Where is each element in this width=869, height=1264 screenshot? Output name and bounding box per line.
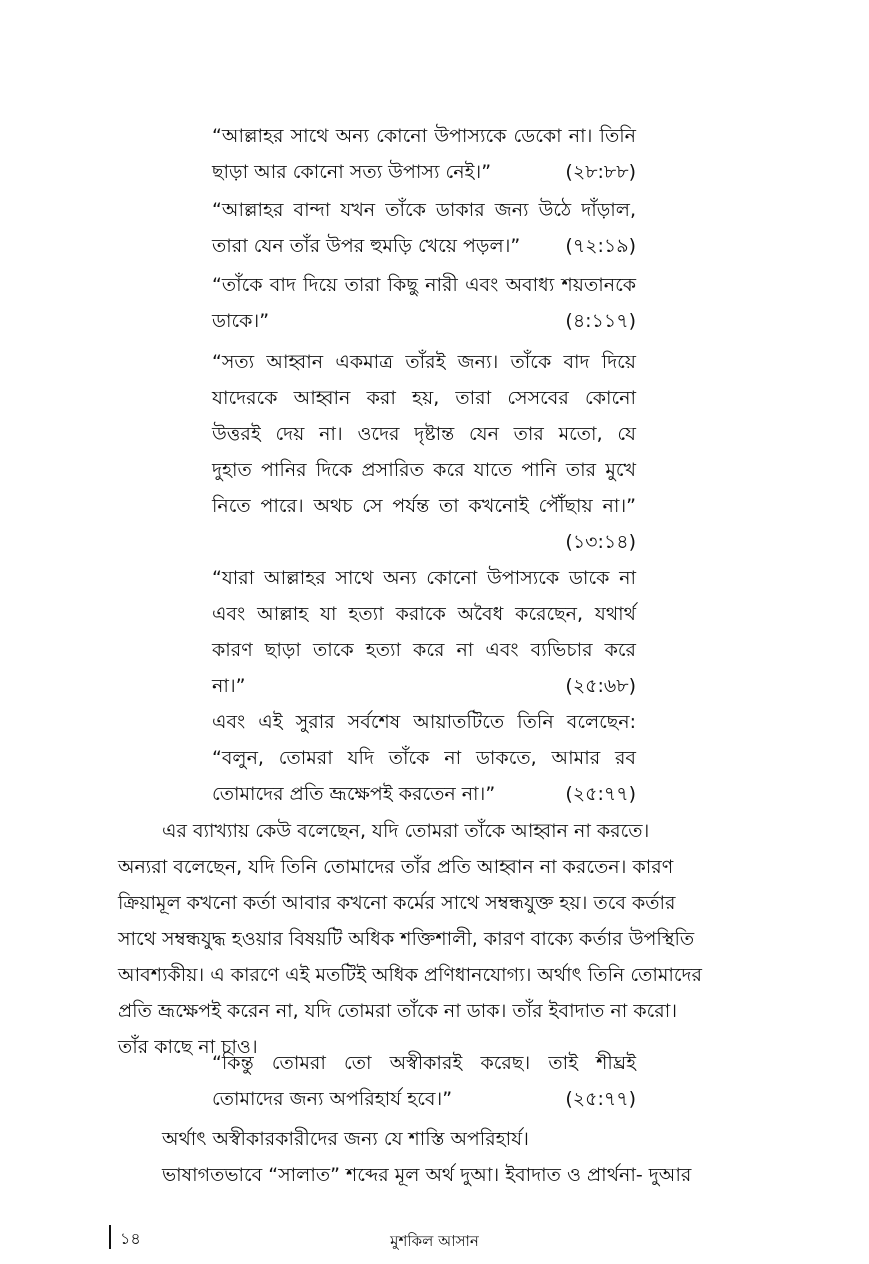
quote-text: তারা যেন তাঁর উপর হুমড়ি খেয়ে পড়ল।” xyxy=(212,235,521,257)
quote-block xyxy=(212,1045,636,1117)
quote-block xyxy=(212,704,636,812)
quote-block xyxy=(212,560,636,704)
quote-line: “আল্লাহর সাথে অন্য কোনো উপাস্যকে ডেকো না। তিনি xyxy=(212,125,636,147)
body-paragraph xyxy=(118,813,702,1065)
quote-text: ডাকে।” xyxy=(212,310,270,332)
quote-last-line xyxy=(212,776,636,812)
quote-line: উত্তরই দেয় না। ওদের দৃষ্টান্ত যেন তার মতো, যে xyxy=(212,423,636,445)
quote-line: এবং এই সুরার সর্বশেষ আয়াতটিতে তিনি বলেছেন: xyxy=(212,711,636,733)
quote-block xyxy=(212,344,636,560)
quote-block xyxy=(212,118,636,190)
quote-line: “আল্লাহর বান্দা যখন তাঁকে ডাকার জন্য উঠে দাঁড়াল, xyxy=(212,199,636,221)
page-number: ১৪ xyxy=(120,1229,141,1248)
quote-last-line xyxy=(212,154,636,190)
quote-last-line xyxy=(212,668,636,704)
quote-block xyxy=(212,267,636,339)
quote-reference: (২৫:৭৭) xyxy=(565,1088,636,1110)
quote-line: “তাঁকে বাদ দিয়ে তারা কিছু নারী এবং অবাধ্য শয়তানকে xyxy=(212,274,636,296)
quote-reference: (২৫:৬৮) xyxy=(565,675,636,697)
quote-text: না।” xyxy=(212,675,246,697)
quote-reference: (১৩:১৪) xyxy=(565,531,636,553)
quote-line: দুহাত পানির দিকে প্রসারিত করে যাতে পানি তার মুখে xyxy=(212,459,636,481)
paragraph-line: এর ব্যাখ্যায় কেউ বলেছেন, যদি তোমরা তাঁকে আহ্বান না করতে। xyxy=(162,820,650,842)
body-paragraph xyxy=(118,1121,692,1193)
quote-line: “বলুন, তোমরা যদি তাঁকে না ডাকতে, আমার রব xyxy=(212,747,636,769)
paragraph-line: তাঁর কাছে না চাও। xyxy=(118,1036,258,1058)
quote-reference: (৪:১১৭) xyxy=(565,310,636,332)
paragraph-line: অর্থাৎ অস্বীকারকারীদের জন্য যে শাস্তি অপরিহার্য। xyxy=(162,1128,529,1150)
paragraph-line: প্রতি ভ্রূক্ষেপই করেন না, যদি তোমরা তাঁকে না ডাক। তাঁর ইবাদাত না করো। xyxy=(118,1000,677,1022)
quote-reference: (৭২:১৯) xyxy=(565,235,636,257)
quote-text: তোমাদের জন্য অপরিহার্য হবে।” xyxy=(212,1088,453,1110)
quote-line: কারণ ছাড়া তাকে হত্যা করে না এবং ব্যভিচার করে xyxy=(212,639,636,661)
quote-last-line xyxy=(212,303,636,339)
quote-line: “কিন্তু তোমরা তো অস্বীকারই করেছ। তাই শীঘ্রই xyxy=(212,1052,636,1074)
quote-block xyxy=(212,192,636,264)
quote-line: “যারা আল্লাহর সাথে অন্য কোনো উপাস্যকে ডাকে না xyxy=(212,567,636,589)
quote-text: ছাড়া আর কোনো সত্য উপাস্য নেই।” xyxy=(212,161,492,183)
quote-last-line xyxy=(212,1081,636,1117)
paragraph-line: আবশ্যকীয়। এ কারণে এই মতটিই অধিক প্রণিধানযোগ্য। অর্থাৎ তিনি তোমাদের xyxy=(118,964,702,986)
quote-line: নিতে পারে। অথচ সে পর্যন্ত তা কখনোই পৌঁছায় না।” xyxy=(212,495,636,517)
paragraph-line: সাথে সম্বন্ধযুদ্ধ হওয়ার বিষয়টি অধিক শক্তিশালী, কারণ বাক্যে কর্তার উপস্থিতি xyxy=(118,928,695,950)
quote-reference: (২৮:৮৮) xyxy=(565,161,636,183)
quote-text: তোমাদের প্রতি ভ্রূক্ষেপই করতেন না।” xyxy=(212,783,496,805)
running-title: মুশকিল আসান xyxy=(390,1232,479,1250)
quote-line: যাদেরকে আহ্বান করা হয়, তারা সেসবের কোনো xyxy=(212,387,636,409)
paragraph-line: ভাষাগতভাবে “সালাত” শব্দের মূল অর্থ দুআ। ইবাদাত ও প্রার্থনা- দুআর xyxy=(162,1164,692,1186)
paragraph-line: অন্যরা বলেছেন, যদি তিনি তোমাদের তাঁর প্রতি আহ্বান না করতেন। কারণ xyxy=(118,856,674,878)
quote-last-line xyxy=(212,228,636,264)
paragraph-line: ক্রিয়ামূল কখনো কর্তা আবার কখনো কর্মের সাথে সম্বন্ধযুক্ত হয়। তবে কর্তার xyxy=(118,892,676,914)
quote-line: “সত্য আহ্বান একমাত্র তাঁরই জন্য। তাঁকে বাদ দিয়ে xyxy=(212,351,636,373)
quote-reference: (২৫:৭৭) xyxy=(565,783,636,805)
quote-line: এবং আল্লাহ যা হত্যা করাকে অবৈধ করেছেন, যথার্থ xyxy=(212,603,636,625)
